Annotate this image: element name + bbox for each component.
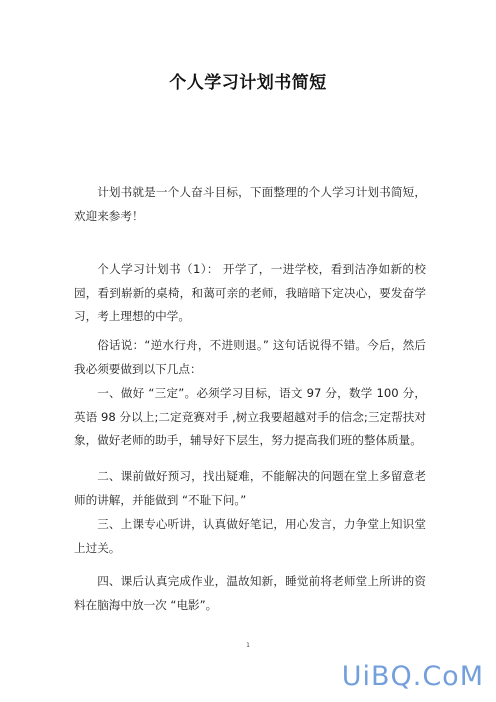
paragraph-point-3: 三、上课专心听讲，认真做好笔记，用心发言，力争堂上知识堂上过关。 <box>74 517 426 555</box>
paragraph-point-1: 一、做好 “三定”。必须学习目标，语文 97 分，数学 100 分，英语 98 分以上;二定竞赛对手 ,树立我要超越对手的信念;三定帮扶对象，做好老师的助手，辅导好下层生，努力提高我们班的整体质量。 <box>74 386 426 448</box>
paragraph-proverb: 俗话说：“逆水行舟，不进则退。” 这句话说得不错。今后，然后我必须要做到以下几点： <box>74 338 426 376</box>
document-title: 个人学习计划书简短 <box>169 73 327 93</box>
paragraph-point-4: 四、课后认真完成作业，温故知新，睡觉前将老师堂上所讲的资料在脑海中放一次 “电影”。 <box>74 574 426 612</box>
paragraph-plan-1: 个人学习计划书（1）： 开学了，一进学校，看到洁净如新的校园，看到崭新的桌椅，和蔼可亲的老师，我暗暗下定决心，要发奋学习，考上理想的中学。 <box>74 262 426 324</box>
paragraph-point-2: 二、课前做好预习，找出疑难，不能解决的问题在堂上多留意老师的讲解，并能做到 “不耻下问。” <box>74 469 426 507</box>
paragraph-intro: 计划书就是一个人奋斗目标，下面整理的个人学习计划书简短，欢迎来参考！ <box>74 185 426 223</box>
page-number: 1 <box>246 642 250 649</box>
watermark-logo: UiBQ.CoM <box>341 661 484 692</box>
